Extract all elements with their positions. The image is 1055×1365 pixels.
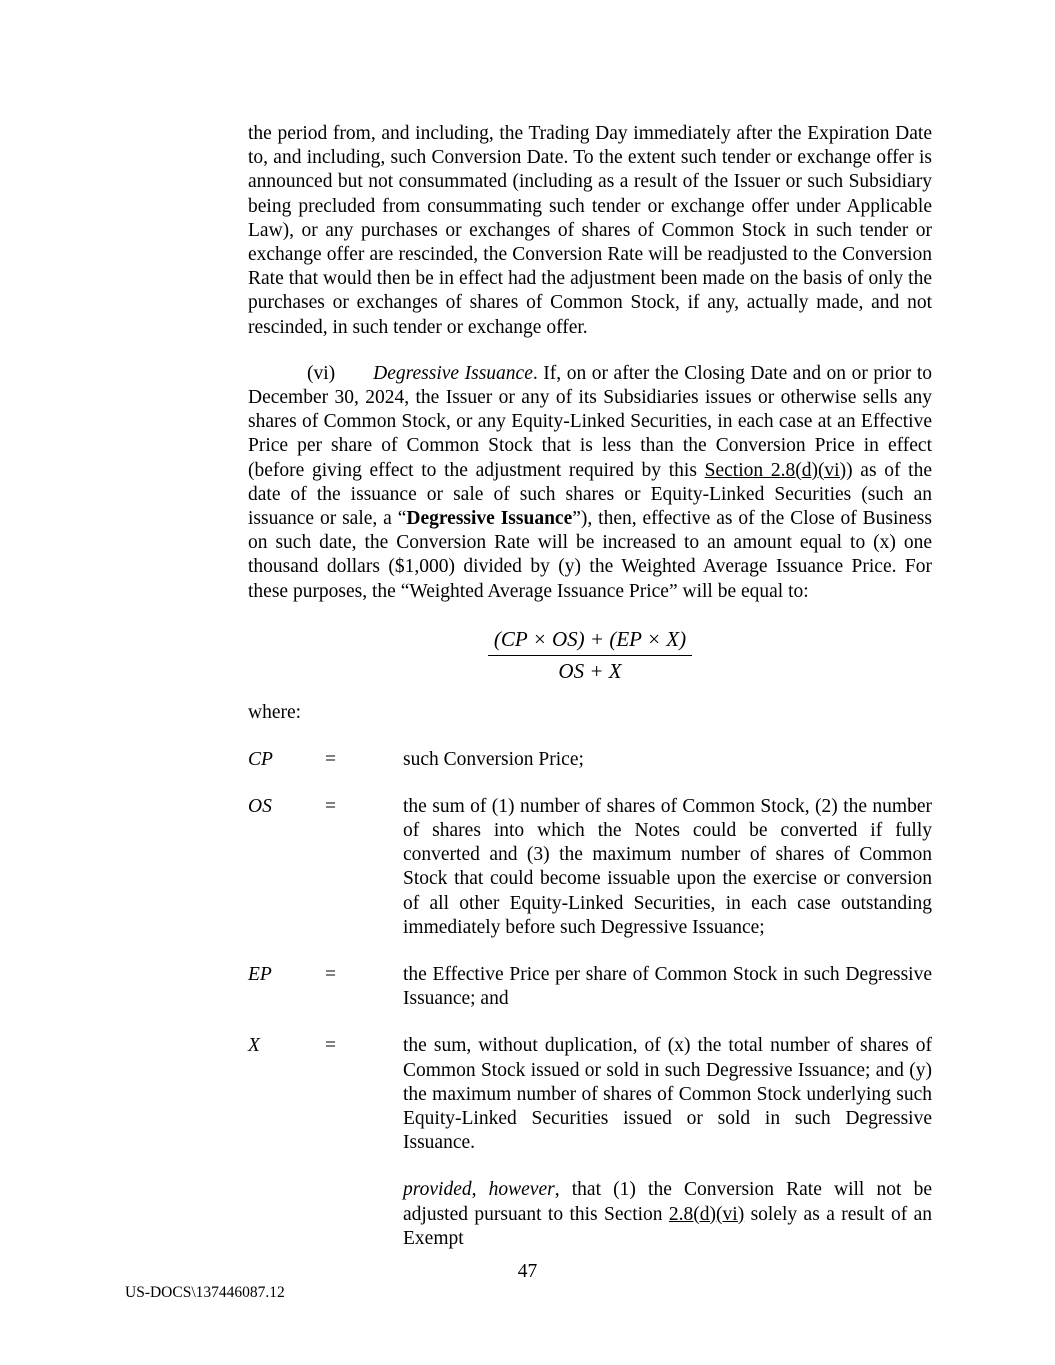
where-label: where: [248,702,302,724]
proviso-paragraph [403,1178,932,1251]
formula-numerator: (CP × OS) + (EP × X) [488,626,692,656]
clause-vi-text-3: ”), then, effective as of the Close of Business on such date, the Conversion Rate will be increased to an amount equal to (x) one thousand dollars ($1,000) divided by (y) the Weighted Average Issuance Price. For these purposes, the “Weighted Average Issuance Price” will be equal to: [248,508,932,602]
definition-row-x [248,1034,932,1155]
paragraph-continuation [248,122,932,340]
definition-text-os: the sum of (1) number of shares of Common Stock, (2) the number of shares into which the Notes could be converted if fully converted and (3) the maximum number of shares of Common Stock that could become issuable upon the exercise or conversion of all other Equity-Linked Securities, in each case outstanding immediately before such Degressive Issuance; [403,795,932,938]
definition-row-cp [248,748,932,772]
proviso-provided: provided [403,1179,472,1201]
definition-term-x: X [248,1035,260,1057]
equals-sign: = [325,795,336,817]
definition-text-x: the sum, without duplication, of (x) the total number of shares of Common Stock issued or sold in such Degressive Issuance; and (y) the maximum number of shares of Common Stock underlying such Equity-Linked Securities issued or sold in such Degressive Issuance. [403,1035,932,1154]
proviso-text-2: , that (1) the Conversion Rate will not be adjusted pursuant to this Section [403,1179,933,1225]
clause-vi-text-2: ) as of the date of the issuance or sale of such shares or Equity-Linked Securities (such an issuance or sale, a “ [248,459,933,530]
equals-sign: = [325,963,336,985]
definition-row-os [248,795,932,940]
definition-term-os: OS [248,795,272,817]
definition-row-ep [248,963,932,1011]
clause-vi-label: (vi) [307,362,336,384]
definition-term-ep: EP [248,963,272,985]
proviso-however: however [488,1179,555,1201]
fraction [488,626,692,685]
page-number: 47 [517,1261,538,1282]
proviso-text-3: solely as a result of an Exempt [403,1203,932,1249]
clause-vi-text-1: . If, on or after the Closing Date and on or prior to December 30, 2024, the Issuer or any of its Subsidiaries issues or otherwise sells any shares of Common Stock, or any Equity-Linked Securities, in each case at an Effective Price per share of Common Stock that is less than the Conversion Price in effect (before giving effect to the adjustment required by this [248,362,932,481]
equals-sign: = [325,748,336,770]
formula-denominator: OS + X [558,659,622,684]
section-ref-2-8-d-vi-short: 2.8(d)(vi) [668,1203,745,1225]
defined-term-degressive-issuance: Degressive Issuance [406,508,573,530]
proviso-text-1: , [471,1179,489,1201]
definition-term-cp: CP [248,748,273,770]
definition-text-ep: the Effective Price per share of Common Stock in such Degressive Issuance; and [403,963,932,1010]
clause-vi-title: Degressive Issuance [373,362,533,384]
main-text-column [248,122,932,1273]
paragraph-vi [248,362,932,604]
weighted-average-issuance-price-formula [248,626,932,685]
equals-sign: = [325,1035,336,1057]
paragraph-continuation-text: the period from, and including, the Trading Day immediately after the Expiration Date to, and including, such Conversion Date. To the extent such tender or exchange offer is announced but not consummated (including as a result of the Issuer or such Subsidiary being precluded from consummating such tender or exchange offer under Applicable Law), or any purchases or exchanges of shares of Common Stock in such tender or exchange offer are rescinded, the Conversion Rate will be readjusted to the Conversion Rate that would then be in effect had the adjustment been made on the basis of only the purchases or exchanges of shares of Common Stock, if any, actually made, and not rescinded, in such tender or exchange offer. [248,123,932,338]
section-ref-2-8-d-vi: Section 2.8(d)(vi) [704,459,847,481]
doc-control-number: US-DOCS\137446087.12 [125,1284,285,1301]
definition-text-cp: such Conversion Price; [403,748,584,770]
